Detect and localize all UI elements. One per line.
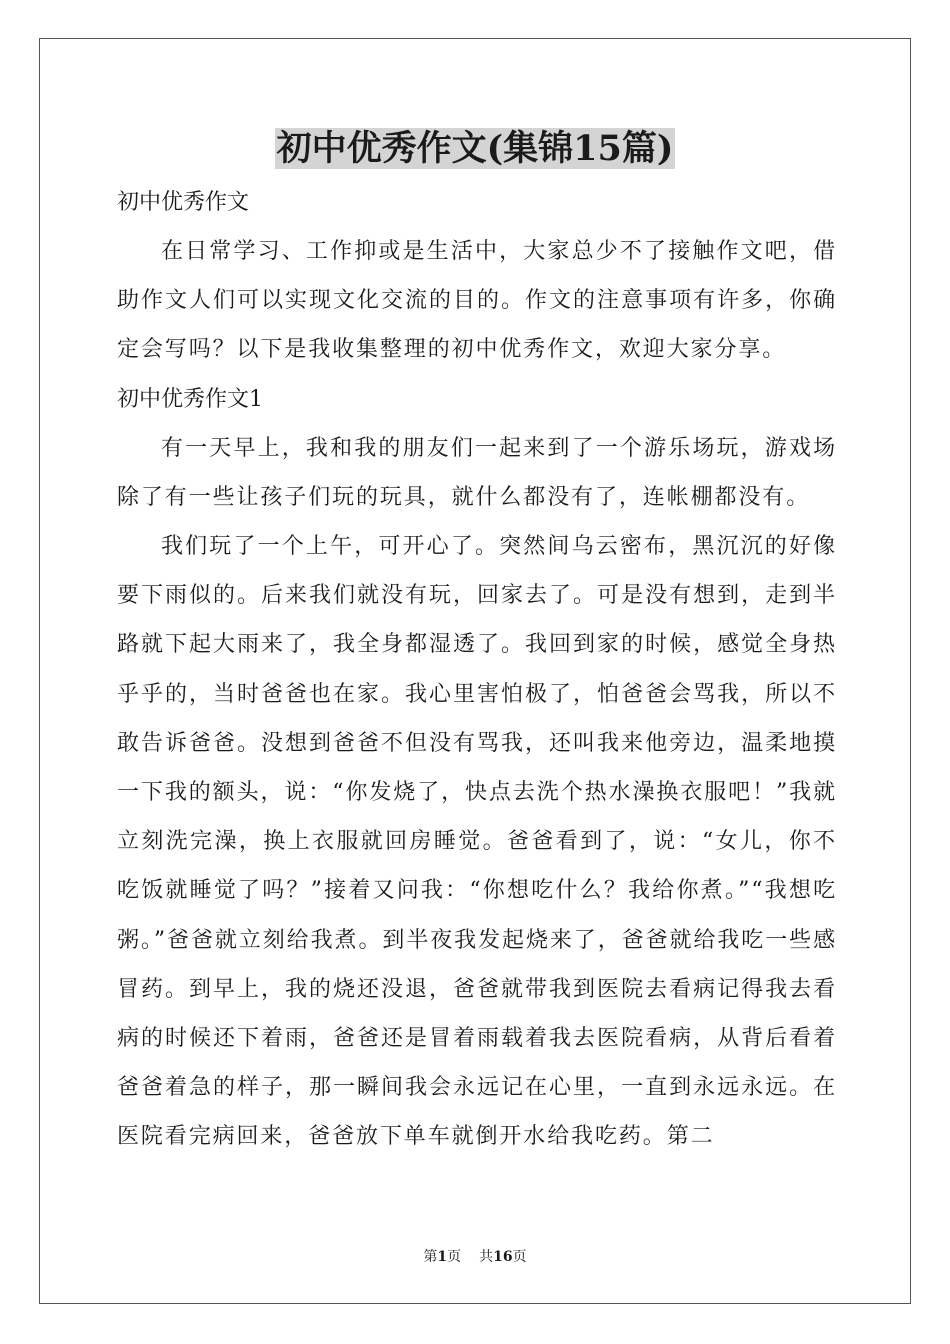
total-prefix: 共 bbox=[479, 1249, 494, 1265]
page-current: 1 bbox=[437, 1249, 448, 1265]
section-heading: 初中优秀作文 bbox=[117, 190, 250, 215]
page-prefix: 第 bbox=[423, 1249, 438, 1265]
intro-paragraph: 在日常学习、工作抑或是生活中，大家总少不了接触作文吧，借助作文人们可以实现文化交流的目的。作文的注意事项有许多，你确定会写吗？以下是我收集整理的初中优秀作文，欢迎大家分享。 bbox=[117, 239, 837, 363]
document-title bbox=[0, 127, 950, 171]
page-suffix: 页 bbox=[447, 1249, 462, 1265]
page-total: 16 bbox=[493, 1249, 513, 1265]
document-title-text: 初中优秀作文(集锦15篇) bbox=[276, 128, 674, 169]
essay-heading: 初中优秀作文1 bbox=[117, 386, 263, 412]
essay-paragraph: 我们玩了一个上午，可开心了。突然间乌云密布，黑沉沉的好像要下雨似的。后来我们就没有玩，回家去了。可是没有想到，走到半路就下起大雨来了，我全身都湿透了。我回到家的时候，感觉全身热乎乎的，当时爸爸也在家。我心里害怕极了，怕爸爸会骂我，所以不敢告诉爸爸。没想到爸爸不但没有骂我，还叫我来他旁边，温柔地摸一下我的额头，说：“你发烧了，快点去洗个热水澡换衣服吧！”我就立刻洗完澡，换上衣服就回房睡觉。爸爸看到了，说：“女儿，你不吃饭就睡觉了吗？”接着又问我：“你想吃什么？我给你煮。”“我想吃粥。”爸爸就立刻给我煮。到半夜我发起烧来了，爸爸就给我吃一些感冒药。到早上，我的烧还没退，爸爸就带我到医院去看病记得我去看病的时候还下着雨，爸爸还是冒着雨载着我去医院看病，从背后看着爸爸着急的样子，那一瞬间我会永远记在心里，一直到永远永远。在医院看完病回来，爸爸放下单车就倒开水给我吃药。第二 bbox=[117, 534, 837, 1150]
page-footer bbox=[0, 1248, 950, 1266]
essay-paragraph: 有一天早上，我和我的朋友们一起来到了一个游乐场玩，游戏场除了有一些让孩子们玩的玩具，就什么都没有了，连帐棚都没有。 bbox=[117, 435, 837, 510]
total-suffix: 页 bbox=[512, 1249, 527, 1265]
document-body bbox=[117, 178, 837, 1162]
